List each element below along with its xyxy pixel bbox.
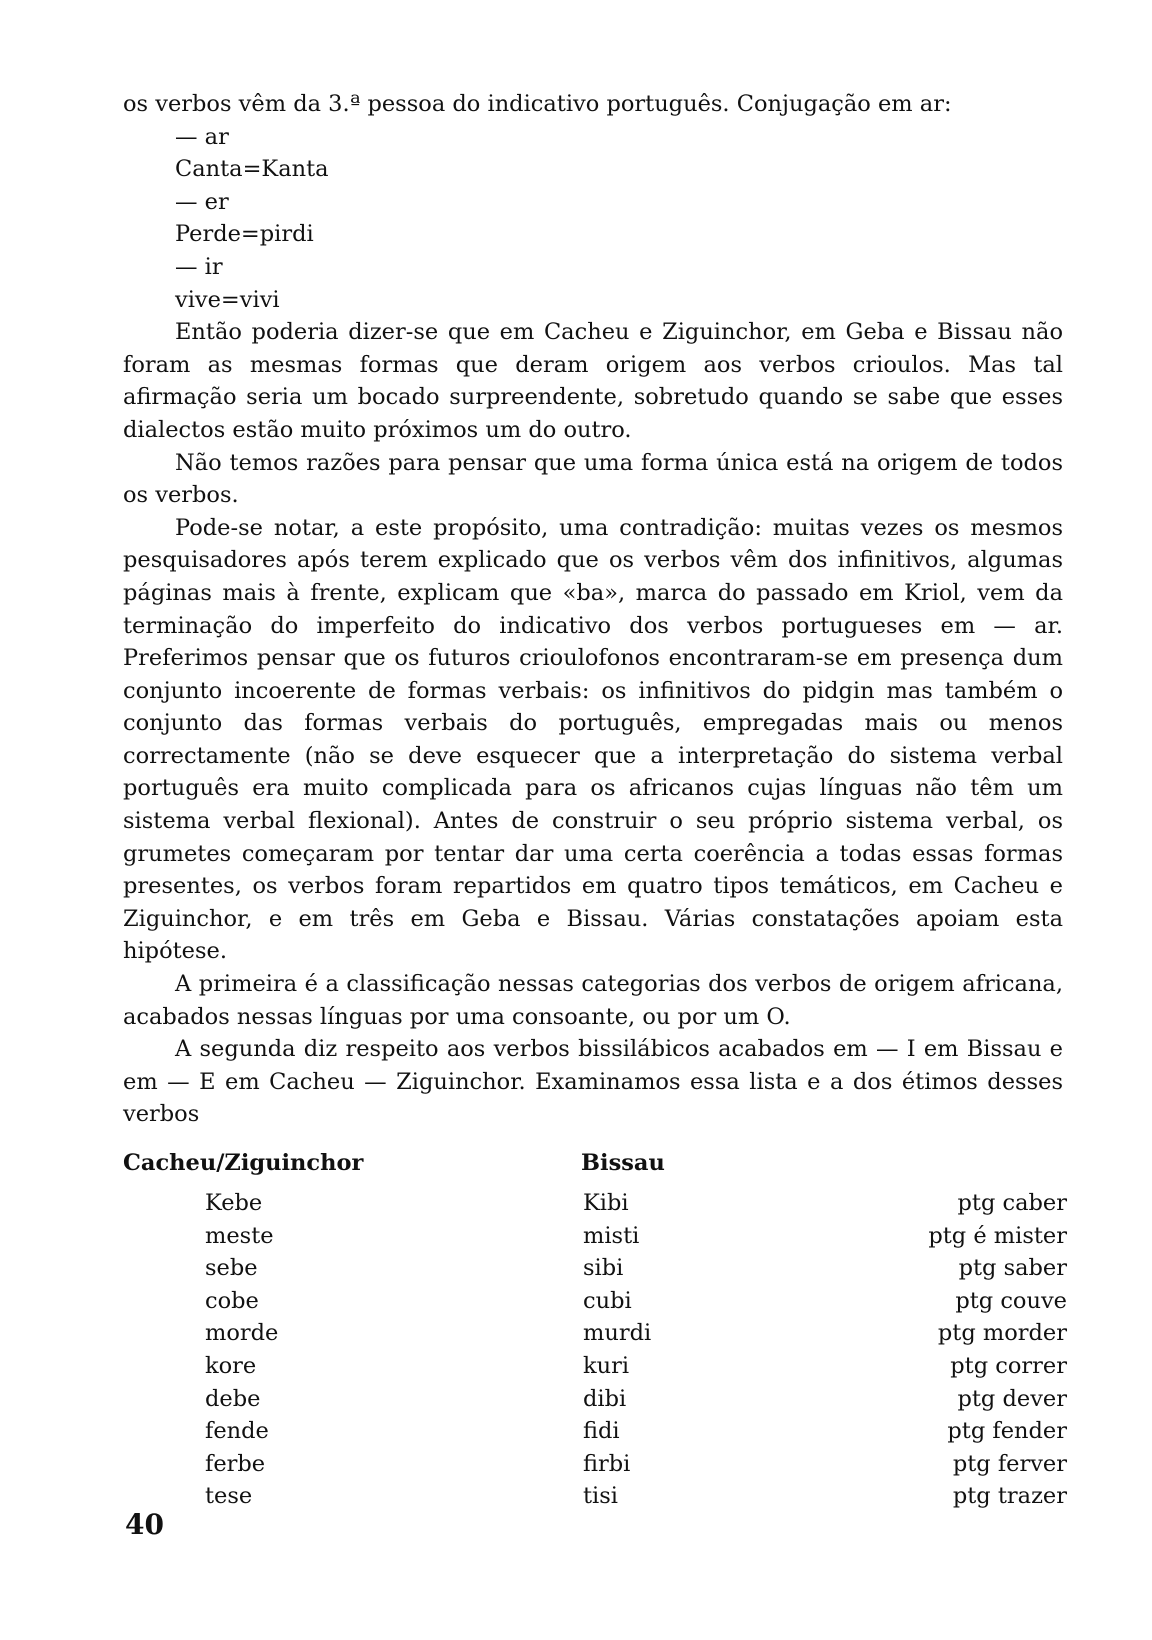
cacheu-form: sebe: [205, 1255, 258, 1282]
etymon: ptg ferver: [952, 1450, 1067, 1477]
body-text: [123, 88, 1063, 1131]
table-row: [123, 1320, 1073, 1353]
paragraph: os verbos vêm da 3.ª pessoa do indicativo português. Conjugação em ar:: [123, 91, 952, 117]
table-row: [123, 1190, 1073, 1223]
etymon: ptg dever: [957, 1385, 1067, 1412]
bissau-form: cubi: [583, 1287, 632, 1314]
etymon: ptg é mister: [928, 1222, 1067, 1249]
table-body: [123, 1190, 1073, 1516]
conjugation-example: Perde=pirdi: [175, 221, 314, 248]
cacheu-form: debe: [205, 1385, 261, 1412]
table-row: [123, 1223, 1073, 1256]
etymon: ptg caber: [957, 1190, 1067, 1216]
table-row: [123, 1483, 1073, 1516]
bissau-form: tisi: [583, 1483, 618, 1510]
etymon: ptg correr: [950, 1352, 1067, 1379]
paragraph: A primeira é a classificação nessas categorias dos verbos de origem africana, acabados nessas línguas por uma consoante, ou por um O.: [123, 971, 1063, 1030]
bissau-form: misti: [583, 1222, 640, 1249]
table-row: [123, 1451, 1073, 1484]
etymon: ptg saber: [958, 1255, 1067, 1282]
cacheu-form: meste: [205, 1222, 274, 1249]
bissau-form: firbi: [583, 1450, 631, 1477]
cacheu-form: Kebe: [205, 1190, 263, 1216]
conjugation-label: — er: [175, 188, 229, 215]
conjugation-example: Canta=Kanta: [175, 156, 329, 183]
cacheu-form: fende: [205, 1418, 269, 1445]
table-row: [123, 1386, 1073, 1419]
conjugation-example: vive=vivi: [175, 286, 280, 313]
etymon: ptg trazer: [952, 1483, 1067, 1510]
bissau-form: fidi: [583, 1418, 620, 1445]
table-row: [123, 1255, 1073, 1288]
cacheu-form: morde: [205, 1320, 279, 1347]
table-row: [123, 1288, 1073, 1321]
etymon: ptg fender: [947, 1418, 1067, 1445]
table-row: [123, 1353, 1073, 1386]
bissau-form: Kibi: [583, 1190, 629, 1216]
table-row: [123, 1418, 1073, 1451]
cacheu-form: ferbe: [205, 1450, 266, 1477]
cacheu-form: cobe: [205, 1287, 259, 1314]
bissau-form: kuri: [583, 1352, 630, 1379]
bissau-form: murdi: [583, 1320, 652, 1347]
column-header: Bissau: [581, 1150, 665, 1176]
conjugation-label: — ir: [175, 253, 223, 280]
page-number: 40: [125, 1508, 164, 1541]
verb-table: [123, 1150, 1073, 1516]
cacheu-form: tese: [205, 1483, 253, 1510]
cacheu-form: kore: [205, 1352, 257, 1379]
etymon: ptg couve: [955, 1287, 1067, 1314]
etymon: ptg morder: [937, 1320, 1067, 1347]
table-header: [123, 1150, 1073, 1190]
paragraph: Não temos razões para pensar que uma forma única está na origem de todos os verbos.: [123, 449, 1063, 509]
paragraph: A segunda diz respeito aos verbos bissilábicos acabados em — I em Bissau e em — E em Cacheu — Ziguinchor. Examinamos essa lista e a dos étimos desses verbos: [123, 1036, 1063, 1128]
column-header: Cacheu/Ziguinchor: [123, 1150, 364, 1176]
conjugation-label: — ar: [175, 123, 229, 150]
bissau-form: sibi: [583, 1255, 624, 1282]
bissau-form: dibi: [583, 1385, 627, 1412]
paragraph: Pode-se notar, a este propósito, uma contradição: muitas vezes os mesmos pesquisadores após terem explicado que os verbos vêm dos infinitivos, algumas páginas mais à frente, explicam que «ba», marca do passado em Kriol, vem da terminação do imperfeito do indicativo dos verbos portugueses em — ar. Preferimos pensar que os futuros crioulofonos encontraram-se em presença dum conjunto incoerente de formas verbais: os infinitivos do pidgin mas também o conjunto das formas verbais do português, empregadas mais ou menos correctamente (não se deve esquecer que a interpretação do sistema verbal português era muito complicada para os africanos cujas línguas não têm um sistema verbal flexional). Antes de construir o seu próprio sistema verbal, os grumetes começaram por tentar dar uma certa coerência a todas essas formas presentes, os verbos foram repartidos em quatro tipos temáticos, em Cacheu e Ziguinchor, e em três em Geba e Bissau. Várias constatações apoiam esta hipótese.: [123, 514, 1063, 965]
paragraph: Então poderia dizer-se que em Cacheu e Ziguinchor, em Geba e Bissau não foram as mesmas formas que deram origem aos verbos crioulos. Mas tal afirmação seria um bocado surpreendente, sobretudo quando se sabe que esses dialectos estão muito próximos um do outro.: [123, 319, 1063, 443]
